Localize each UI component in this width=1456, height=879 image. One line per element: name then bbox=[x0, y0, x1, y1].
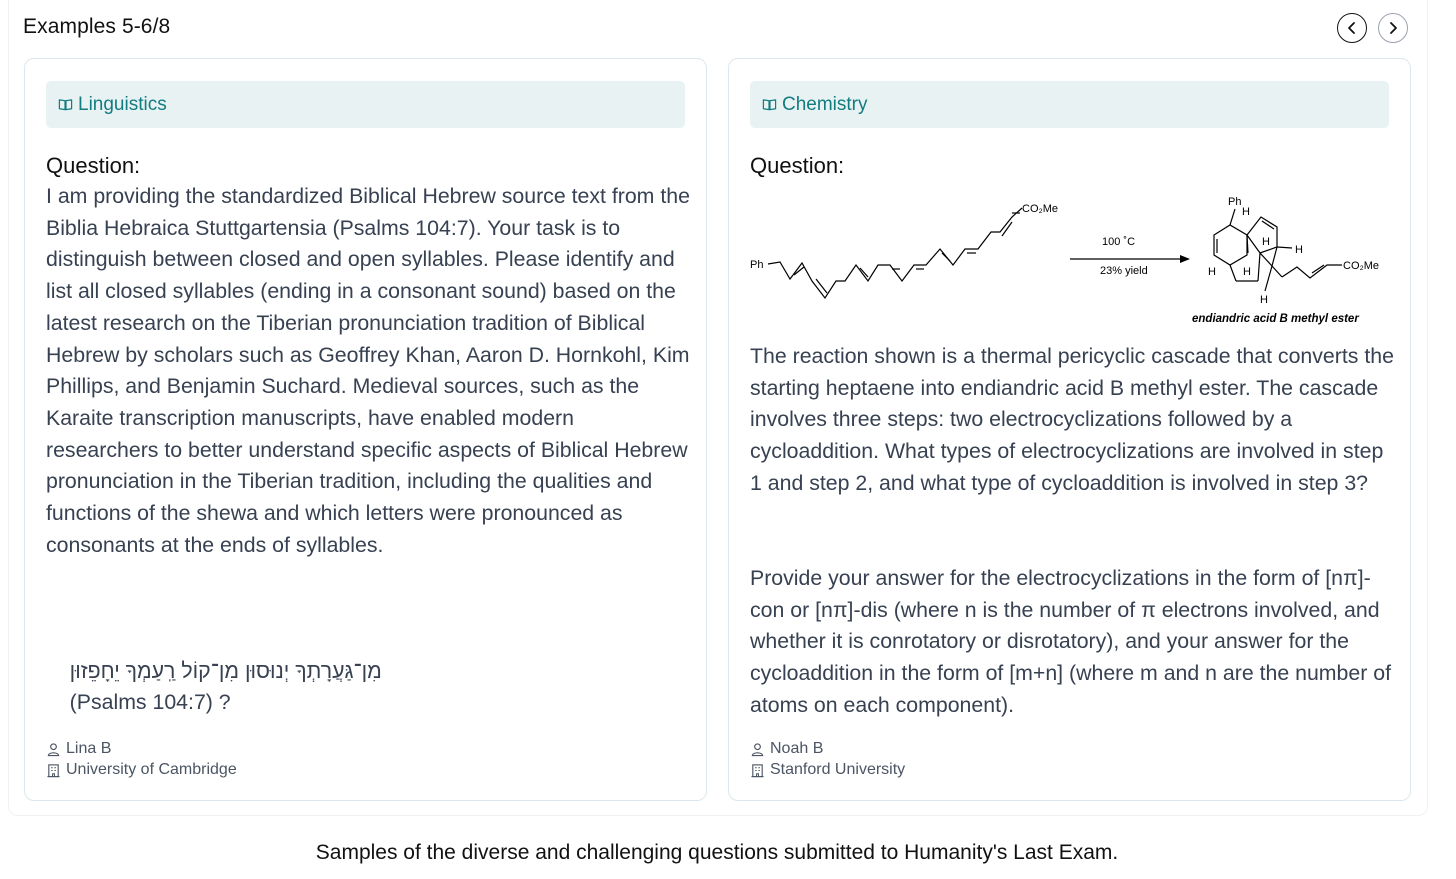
institution-name: Stanford University bbox=[770, 761, 906, 778]
book-icon bbox=[762, 97, 777, 112]
verse-reference: (Psalms 104:7) ? bbox=[69, 690, 231, 715]
question-text-answer-format: Provide your answer for the electrocyclizations in the form of [nπ]-con or [nπ]-dis (where n is the number of π electrons involved, and whether it is conrotatory or disrotatory), and your answer for the cycloaddition in the form of [m+n] (where m and n are the number of atoms on each component). bbox=[750, 566, 1397, 717]
next-button[interactable] bbox=[1378, 13, 1408, 43]
subject-tag bbox=[46, 81, 685, 128]
product-ester-label: CO₂Me bbox=[1343, 260, 1380, 272]
product-structure bbox=[1214, 209, 1342, 291]
hebrew-verse bbox=[46, 624, 691, 751]
author bbox=[46, 740, 111, 758]
figure-caption: Samples of the diverse and challenging questions submitted to Humanity's Last Exam. bbox=[315, 841, 1119, 864]
reaction-scheme bbox=[750, 191, 1395, 331]
subject-label: Chemistry bbox=[782, 93, 868, 115]
product-h-label: H bbox=[1295, 244, 1303, 256]
building-icon bbox=[750, 763, 765, 778]
institution-name: University of Cambridge bbox=[66, 761, 237, 778]
author-name: Lina B bbox=[66, 740, 112, 757]
question-text: I am providing the standardized Biblical Hebrew source text from the Biblia Hebraica Stuttgartensia (Psalms 104:7). Your task is to distinguish between closed and open syllables. Please identify and list all closed syllables (ending in a consonant sound) based on the latest research on the Tiberian pronunciation tradition of Biblical Hebrew by scholars such as Geoffrey Khan, Aaron D. Hornkohl, Kim Phillips, and Benjamin Suchard. Medieval sources, such as the Karaite transcription manuscripts, have enabled modern researchers to better understand specific aspects of Biblical Hebrew pronunciation in the Tiberian tradition, including the qualities and functions of the shewa and which letters were pronounced as consonants at the ends of syllables. bbox=[46, 184, 696, 557]
product-name: endiandric acid B methyl ester bbox=[1192, 313, 1359, 325]
question-label: Question: bbox=[750, 153, 845, 178]
reactant-structure bbox=[768, 208, 1022, 298]
product-h-label: H bbox=[1262, 236, 1270, 248]
institution bbox=[750, 761, 905, 779]
examples-title: Examples 5-6/8 bbox=[23, 15, 171, 38]
hebrew-text: מִן־גַּעֲרָתְךָ יְנוּסוּן מִן־קוֹל רַֽעַמְךָ יֵחָפֵזוּן bbox=[69, 658, 382, 683]
author bbox=[750, 740, 823, 758]
question-label: Question: bbox=[46, 153, 141, 178]
example-card-linguistics bbox=[24, 58, 707, 801]
chevron-right-icon bbox=[1386, 21, 1400, 35]
subject-label: Linguistics bbox=[78, 93, 167, 115]
author-name: Noah B bbox=[770, 740, 824, 757]
book-icon bbox=[58, 97, 73, 112]
reaction-arrow bbox=[1070, 255, 1190, 263]
product-h-label: H bbox=[1260, 294, 1268, 306]
question-text: The reaction shown is a thermal pericyclic cascade that converts the starting heptaene into endiandric acid B methyl ester. The cascade involves three steps: two electrocyclizations followed by a cycloaddition. What types of electrocyclizations are involved in step 1 and step 2, and what type of cycloaddition is involved in step 3? bbox=[750, 344, 1400, 495]
product-h-label: H bbox=[1243, 266, 1251, 278]
product-h-label: H bbox=[1242, 206, 1250, 218]
chevron-left-icon bbox=[1345, 21, 1359, 35]
user-icon bbox=[750, 742, 765, 757]
user-icon bbox=[46, 742, 61, 757]
condition-yield: 23% yield bbox=[1100, 265, 1148, 277]
reactant-ester-label: CO₂Me bbox=[1022, 203, 1059, 215]
product-h-label: H bbox=[1208, 266, 1216, 278]
subject-tag bbox=[750, 81, 1389, 128]
example-card-chemistry bbox=[728, 58, 1411, 801]
condition-temperature: 100 ˚C bbox=[1102, 236, 1136, 248]
product-ph-label: Ph bbox=[1228, 196, 1242, 208]
building-icon bbox=[46, 763, 61, 778]
reactant-ph-label: Ph bbox=[750, 259, 764, 271]
prev-button[interactable] bbox=[1337, 13, 1367, 43]
institution bbox=[46, 761, 237, 779]
